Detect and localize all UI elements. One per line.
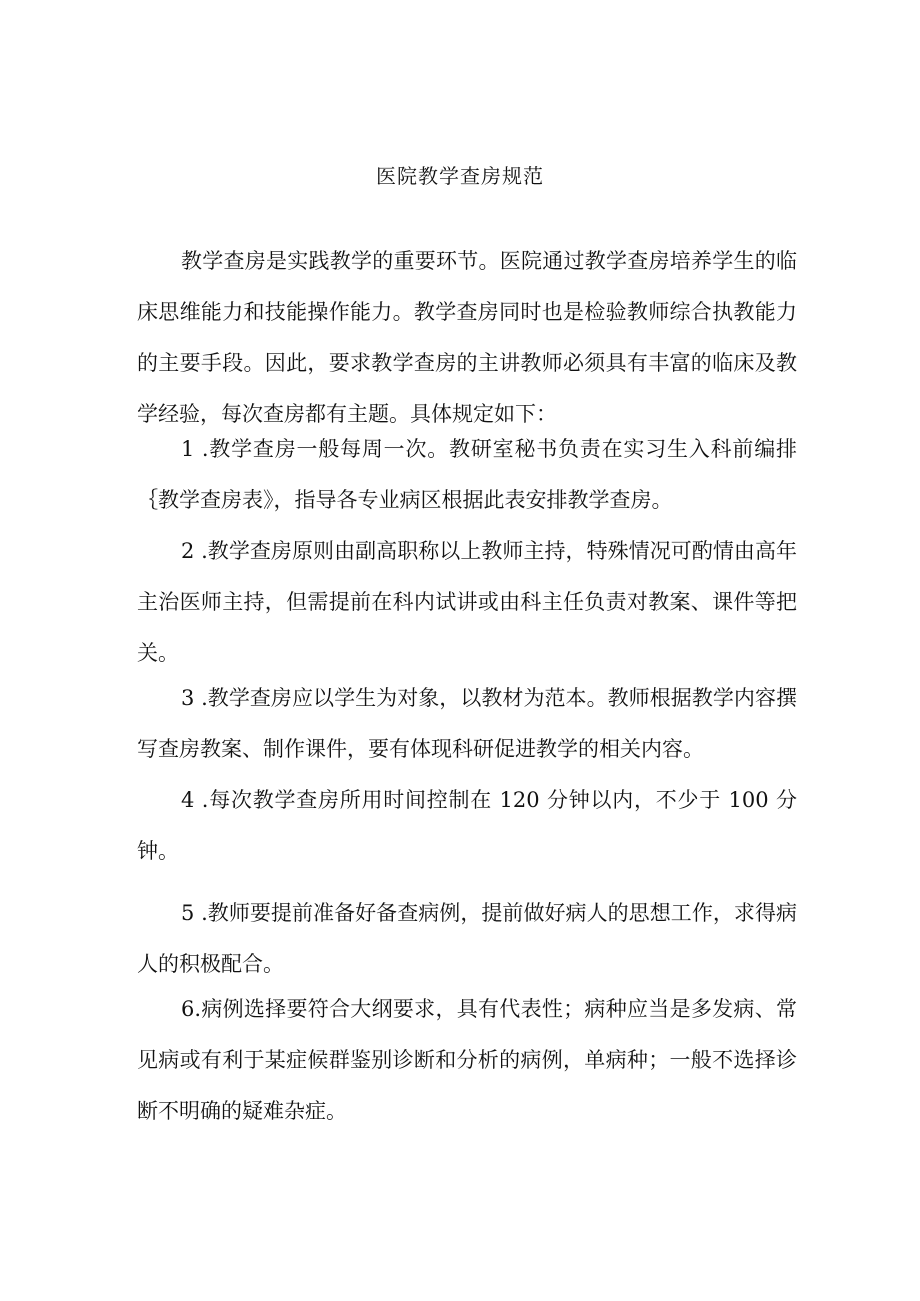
rule-item-6: 6.病例选择要符合大纲要求，具有代表性；病种应当是多发病、常见病或有利于某症候群鉴别诊断和分析的病例，单病种；一般不选择诊断不明确的疑难杂症。 (137, 997, 797, 1123)
rule-item-2: 2 .教学查房原则由副高职称以上教师主持，特殊情况可酌情由高年主治医师主持，但需提前在科内试讲或由科主任负责对教案、课件等把关。 (137, 539, 797, 665)
rule-item-4: 4 .每次教学查房所用时间控制在 120 分钟以内，不少于 100 分钟。 (137, 788, 797, 863)
intro-paragraph: 教学查房是实践教学的重要环节。医院通过教学查房培养学生的临床思维能力和技能操作能力。教学查房同时也是检验教师综合执教能力的主要手段。因此，要求教学查房的主讲教师必须具有丰富的临床及教学经验，每次查房都有主题。具体规定如下： (137, 249, 797, 426)
rule-item-3: 3 .教学查房应以学生为对象，以教材为范本。教师根据教学内容撰写查房教案、制作课件，要有体现科研促进教学的相关内容。 (137, 686, 797, 761)
rule-item-5: 5 .教师要提前准备好备查病例，提前做好病人的思想工作，求得病人的积极配合。 (137, 901, 797, 976)
rule-item-1: 1 .教学查房一般每周一次。教研室秘书负责在实习生入科前编排｛教学查房表》，指导各专业病区根据此表安排教学查房。 (137, 437, 797, 512)
document-title: 医院教学查房规范 (376, 164, 544, 188)
